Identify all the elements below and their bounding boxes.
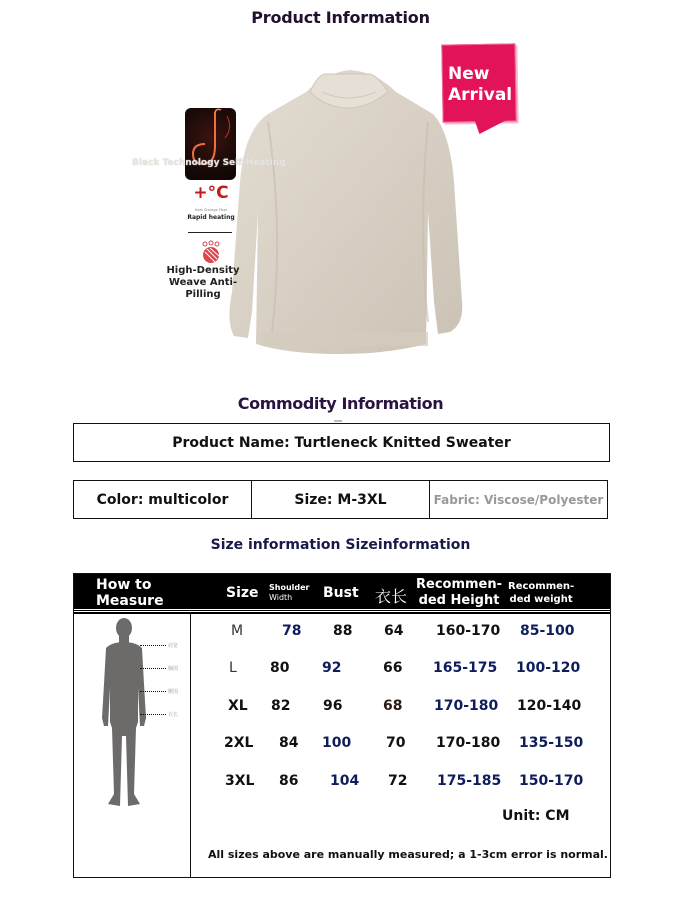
unit-label: Unit: CM: [502, 808, 570, 824]
size-info-title: Size information Sizeinformation: [210, 537, 471, 553]
cell-bust: 100: [322, 735, 352, 751]
cell-weight: 120-140: [517, 698, 582, 714]
size-row-l: [191, 660, 610, 680]
measurement-note: All sizes above are manually measured; a 1-3cm error is normal.: [208, 848, 608, 861]
cell-weight: 150-170: [519, 773, 584, 789]
size-row-m: [191, 623, 610, 643]
header-how-to-line-2: Measure: [96, 593, 164, 609]
measure-line-length: [140, 714, 166, 715]
header-recommended-weight: [508, 580, 574, 606]
cell-shoulder: 80: [270, 660, 290, 676]
measure-line-waist: [140, 691, 166, 692]
badge-line-2: Arrival: [448, 85, 513, 105]
header-shoulder-line-2: Width: [269, 593, 293, 602]
cell-length: 66: [383, 660, 403, 676]
cell-shoulder: 78: [282, 623, 302, 639]
feature-divider: [188, 232, 232, 233]
cell-weight: 85-100: [520, 623, 575, 639]
cell-size: 3XL: [225, 773, 255, 789]
anti-pilling-line-1: High-Density: [166, 265, 240, 276]
cell-bust: 104: [330, 773, 360, 789]
color-attribute: Color: multicolor: [74, 481, 252, 518]
anti-pilling-label: [163, 265, 243, 301]
cell-size: 2XL: [224, 735, 254, 751]
cell-height: 175-185: [437, 773, 502, 789]
heating-fiber-image: [185, 108, 236, 180]
header-recommended-height: [416, 577, 502, 609]
measure-tag-waist: 腰围: [168, 689, 179, 695]
cell-height: 160-170: [436, 623, 501, 639]
header-how-to-line-1: How to: [96, 577, 152, 593]
size-row-3xl: [191, 773, 610, 793]
header-weight-line-2: ded weight: [509, 594, 573, 605]
cell-bust: 88: [333, 623, 353, 639]
size-table: [73, 573, 611, 878]
size-attribute: Size: M-3XL: [252, 481, 430, 518]
cell-weight: 100-120: [516, 660, 581, 676]
header-divider: [74, 612, 610, 614]
measure-line-shoulder: [140, 645, 166, 646]
commodity-title: Commodity Information: [237, 394, 444, 413]
header-shoulder-line-1: Shoulder: [269, 583, 310, 592]
measure-tag-shoulder: 肩宽: [168, 643, 179, 649]
sweater-product-image: [228, 62, 478, 362]
cell-length: 68: [383, 698, 403, 714]
product-name-box: Product Name: Turtleneck Knitted Sweater: [73, 423, 610, 462]
page-title: Product Information: [251, 8, 430, 27]
cell-size: L: [229, 660, 237, 676]
badge-line-1: New: [448, 64, 490, 84]
measure-tag-length: 衣长: [168, 712, 179, 718]
cell-shoulder: 82: [271, 698, 291, 714]
cell-size: XL: [228, 698, 248, 714]
header-size: Size: [226, 585, 259, 601]
measure-line-bust: [140, 668, 166, 669]
anti-pilling-line-2: Weave Anti-: [168, 277, 238, 288]
cell-height: 170-180: [436, 735, 501, 751]
cell-length: 64: [384, 623, 404, 639]
cell-height: 170-180: [434, 698, 499, 714]
cell-size: M: [231, 623, 244, 639]
header-how-to-measure: [96, 577, 164, 609]
attributes-row: [73, 480, 608, 519]
size-table-header: [74, 574, 610, 612]
header-shoulder-width: [269, 583, 310, 603]
cell-weight: 135-150: [519, 735, 584, 751]
header-height-line-1: Recommen-: [416, 577, 503, 592]
yarn-ball-icon: [200, 240, 222, 264]
size-row-xl: [191, 698, 610, 718]
self-heating-label: Black Technology Self-Heating: [132, 158, 286, 168]
temperature-icon: +°C: [193, 183, 229, 203]
cell-length: 70: [386, 735, 406, 751]
cell-length: 72: [388, 773, 408, 789]
fabric-attribute: Fabric: Viscose/Polyester: [433, 492, 604, 507]
cell-shoulder: 86: [279, 773, 299, 789]
cell-shoulder: 84: [279, 735, 299, 751]
title-underline: [334, 420, 342, 422]
header-weight-line-1: Recommen-: [508, 581, 575, 592]
header-bust: Bust: [323, 585, 359, 601]
cell-height: 165-175: [433, 660, 498, 676]
size-row-2xl: [191, 735, 610, 755]
header-height-line-2: ded Height: [418, 593, 500, 608]
rapid-heating-caption: Rapid heating: [187, 214, 235, 221]
new-arrival-badge: [442, 44, 516, 124]
header-length: 衣长: [375, 587, 408, 606]
measure-tag-bust: 胸围: [168, 666, 179, 672]
cell-bust: 96: [323, 698, 343, 714]
anti-pilling-line-3: Pilling: [185, 289, 221, 300]
cell-bust: 92: [322, 660, 342, 676]
heat-storage-text: Heat Storage Fiber: [194, 208, 228, 212]
